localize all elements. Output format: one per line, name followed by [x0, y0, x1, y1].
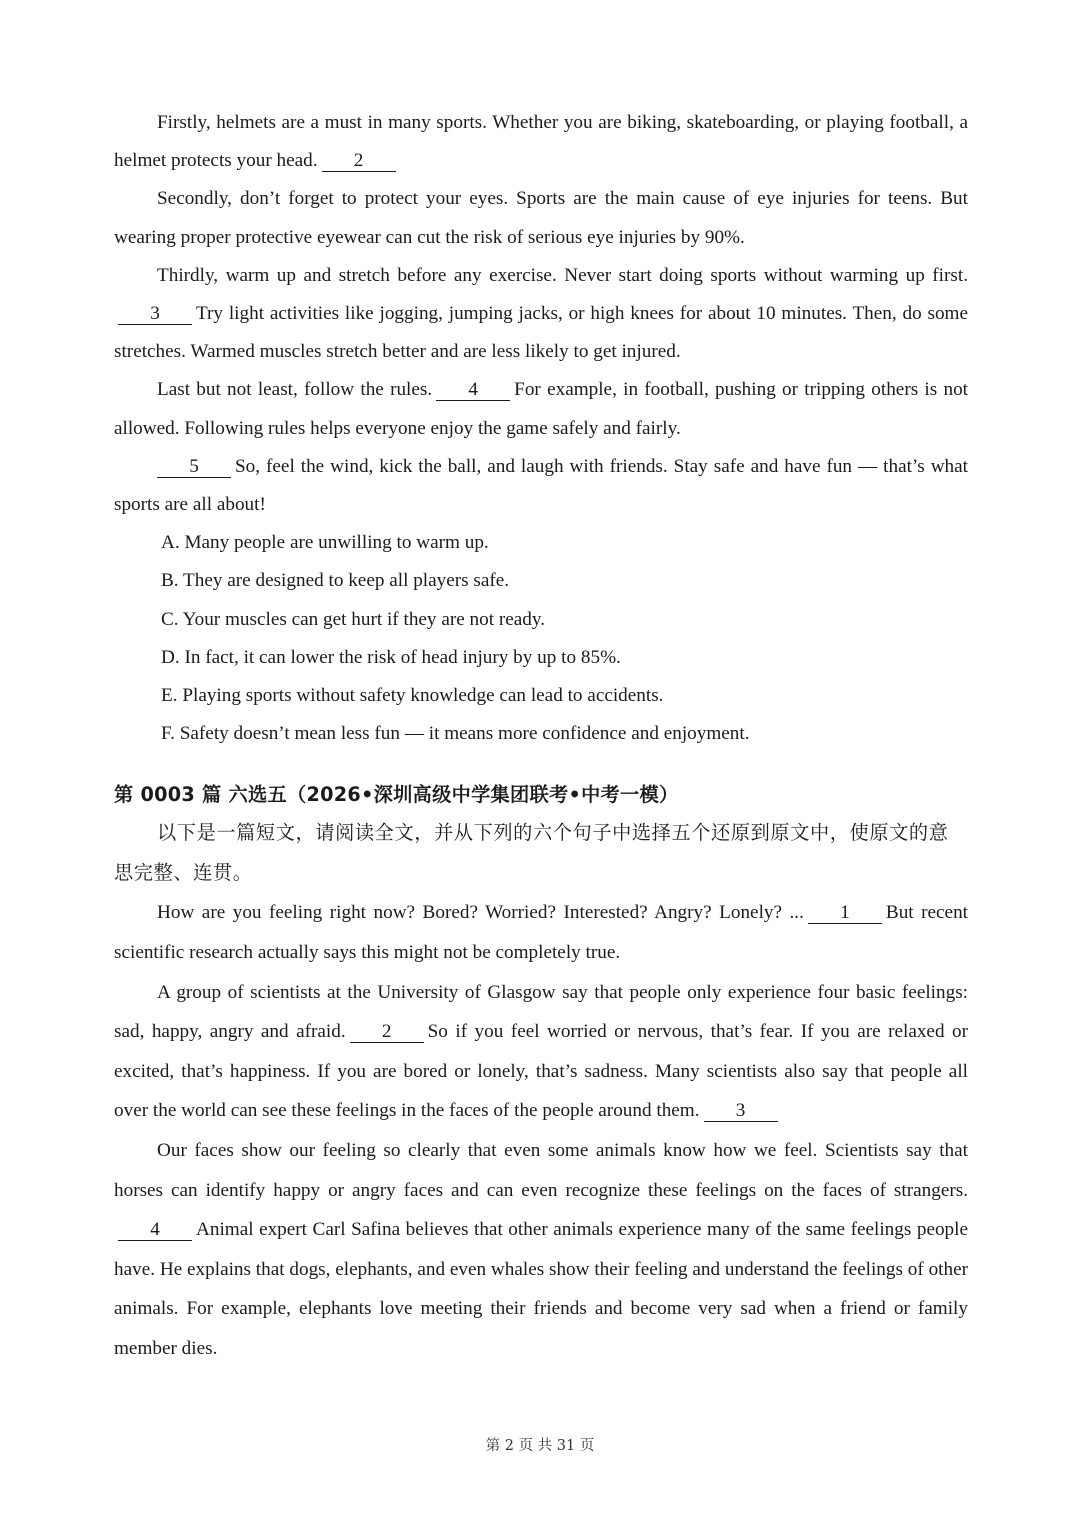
page-content — [114, 104, 968, 1369]
answer-blank: 5 — [157, 457, 231, 478]
answer-blank: 3 — [118, 304, 192, 325]
answer-blank: 2 — [322, 151, 396, 172]
paragraph-text: A group of scientists at the University of Glasgow say that people only experience four basic feelings: sad, happy, angry and afraid. — [114, 981, 968, 1043]
option-item: D. In fact, it can lower the risk of head injury by up to 85%. — [161, 646, 621, 668]
paragraph-text: Firstly, helmets are a must in many sports. Whether you are biking, skateboarding, or playing football, a helmet protects your head. — [114, 112, 968, 172]
answer-blank: 1 — [808, 903, 882, 924]
paragraph-text: Try light activities like jogging, jumping jacks, or high knees for about 10 minutes. Then, do some stretches. Warmed muscles stretch better and are less likely to get injured. — [114, 303, 968, 363]
option-item: A. Many people are unwilling to warm up. — [161, 532, 489, 554]
answer-blank: 4 — [118, 1220, 192, 1241]
paragraph — [114, 973, 968, 1131]
paragraph — [114, 257, 968, 372]
paragraph — [114, 371, 968, 447]
paragraph-text: Our faces show our feeling so clearly that even some animals know how we feel. Scientists say that horses can identify happy or angry faces and can even recognize these feelings on the faces of strangers. — [114, 1140, 968, 1201]
option-item: E. Playing sports without safety knowledge can lead to accidents. — [161, 685, 664, 707]
paragraph — [114, 1131, 968, 1369]
paragraph-text: Thirdly, warm up and stretch before any exercise. Never start doing sports without warming up first. — [157, 264, 968, 286]
passage-feelings — [114, 783, 968, 1368]
option-item: F. Safety doesn’t mean less fun — it means more confidence and enjoyment. — [161, 723, 750, 745]
option-list — [114, 524, 968, 753]
paragraph: Secondly, don’t forget to protect your eyes. Sports are the main cause of eye injuries for teens. But wearing proper protective eyewear can cut the risk of serious eye injuries by 90%. — [114, 188, 968, 248]
instruction-text: 以下是一篇短文，请阅读全文，并从下列的六个句子中选择五个还原到原文中，使原文的意思完整、连贯。 — [114, 821, 949, 885]
paragraph-text: Last but not least, follow the rules. — [157, 379, 433, 401]
answer-blank: 3 — [704, 1101, 778, 1122]
paragraph-text: So if you feel worried or nervous, that’s fear. If you are relaxed or excited, that’s happiness. If you are bored or lonely, that’s sadness. Many scientists also say that people all over the world can see these feelings in the faces of the people around them. — [114, 1021, 968, 1122]
paragraph-text: Animal expert Carl Safina believes that other animals experience many of the same feelings people have. He explains that dogs, elephants, and even whales show their feeling and understand the feelings of other animals. For example, elephants love meeting their friends and become very sad when a friend or family member dies. — [114, 1219, 968, 1359]
page-number-footer: 第 2 页 共 31 页 — [485, 1438, 595, 1454]
paragraph-text: How are you feeling right now? Bored? Worried? Interested? Angry? Lonely? ... — [157, 902, 804, 924]
answer-blank: 4 — [436, 380, 510, 401]
paragraph — [114, 893, 968, 972]
option-item: B. They are designed to keep all players safe. — [161, 570, 510, 592]
paragraph — [114, 104, 968, 180]
paragraph — [114, 448, 968, 524]
paragraph-text: For example, in football, pushing or tripping others is not allowed. Following rules helps everyone enjoy the game safely and fairly. — [114, 379, 968, 439]
section-title: 第 0003 篇 六选五（2026•深圳高级中学集团联考•中考一模） — [114, 783, 679, 807]
paragraph-text: So, feel the wind, kick the ball, and laugh with friends. Stay safe and have fun — that’s what sports are all about! — [114, 455, 968, 516]
passage-sports-safety — [114, 104, 968, 753]
answer-blank: 2 — [350, 1022, 424, 1043]
paragraph-text: But recent scientific research actually says this might not be completely true. — [114, 902, 968, 964]
option-item: C. Your muscles can get hurt if they are not ready. — [161, 608, 546, 630]
